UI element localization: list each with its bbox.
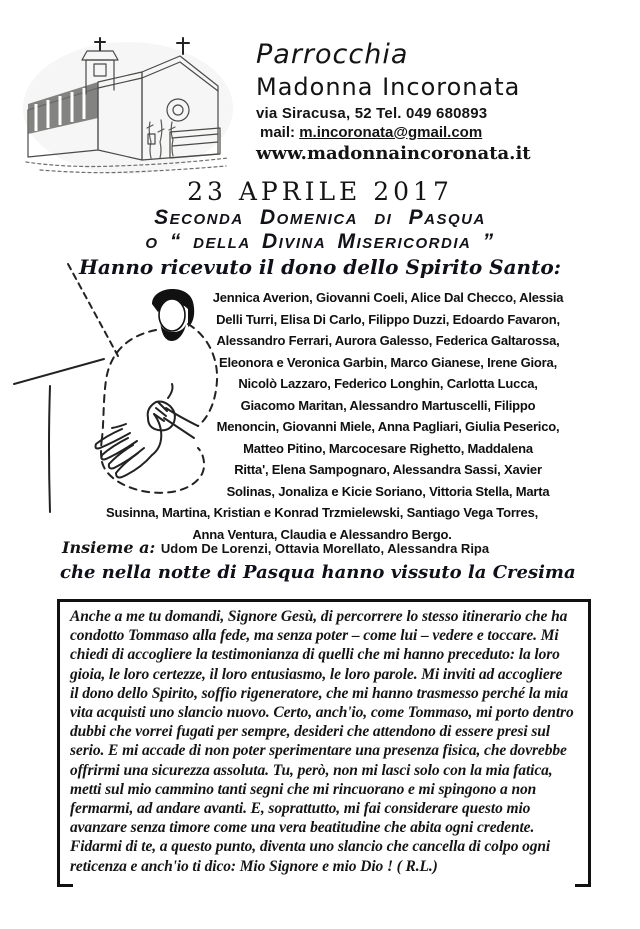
parish-header <box>256 40 566 164</box>
prayer-line: dubbi che vorrei fugati per sempre, desideri che attendono di essere presi sul <box>70 723 550 741</box>
names-line: Solinas, Jonaliza e Kicie Soriano, Vittoria Stella, Marta <box>226 483 550 499</box>
prayer-box <box>57 599 591 884</box>
together-names: Udom De Lorenzi, Ottavia Morellato, Alessandra Ripa <box>160 541 490 556</box>
prayer-line: avanzare senza timore come una vera beatitudine che abita ogni credente. <box>70 819 535 837</box>
event-title-line1: Seconda Domenica di Pasqua <box>154 206 486 229</box>
names-line: Menoncin, Giovanni Miele, Anna Pagliari, Giulia Peserico, <box>216 419 560 434</box>
prayer-line: Anche a me tu domandi, Signore Gesù, di percorrere lo stesso itinerario che ha <box>70 608 568 625</box>
together-with-line <box>62 538 602 557</box>
confirmed-names-list <box>58 287 586 545</box>
names-line: Susinna, Martina, Kristian e Konrad Trzmielewski, Santiago Vega Torres, <box>105 505 539 520</box>
event-date: 23 APRILE 2017 <box>187 177 453 206</box>
names-line: Eleonora e Veronica Garbin, Marco Gianese, Irene Giora, <box>219 354 557 370</box>
parish-name-line1: Parrocchia <box>256 39 409 70</box>
prayer-line: offrirmi una sicurezza assoluta. Tu, però, non mi lasci solo con la mia fatica, <box>70 761 553 779</box>
prayer-line: condotto Tommaso alla fede, ma senza poter – come lui – vedere e toccare. Mi <box>70 627 559 645</box>
prayer-line: gioia, le loro certezze, il loro entusiasmo, le loro parole. Mi inviti ad accogliere <box>70 665 563 683</box>
names-line: Jennica Averion, Giovanni Coeli, Alice Dal Checco, Alessia <box>212 290 564 305</box>
names-line: Ritta', Elena Sampognaro, Alessandra Sassi, Xavier <box>234 462 542 477</box>
parish-mail-line <box>256 125 566 142</box>
parish-name-line2: Madonna Incoronata <box>256 73 521 102</box>
prayer-line: serio. E mi accade di non poter sperimentare una presenza fisica, che dovrebbe <box>70 742 567 760</box>
together-label: Insieme a: <box>62 538 161 557</box>
names-line: Matteo Pitino, Marcocesare Righetto, Maddalena <box>243 440 533 456</box>
confirmation-intro: Hanno ricevuto il dono dello Spirito Santo: <box>78 255 562 279</box>
box-bottom-left-corner <box>57 884 73 887</box>
parish-address: via Siracusa, 52 Tel. 049 680893 <box>256 105 488 123</box>
parish-website[interactable]: www.madonnaincoronata.it <box>256 142 531 164</box>
prayer-line: chiedi di accogliere la testimonianza di quelli che mi hanno preceduto: la loro <box>70 646 560 664</box>
church-sketch-drawing <box>20 30 236 178</box>
prayer-line: Fidarmi di te, a questo punto, diventa uno slancio che cancella di colpo ogni <box>70 838 551 856</box>
cresima-footer: che nella notte di Pasqua hanno vissuto la Cresima <box>60 562 576 583</box>
parish-email-link[interactable]: m.incoronata@gmail.com <box>299 123 483 141</box>
mail-label: mail: <box>260 123 300 141</box>
prayer-line: vita acquisti uno slancio nuovo. Certo, anch'io, come Tommaso, mi porto dentro <box>70 704 574 722</box>
names-line: Delli Turri, Elisa Di Carlo, Filippo Duzzi, Edoardo Favaron, <box>216 311 560 327</box>
prayer-line: il dono dello Spirito, soffio rigeneratore, che mi hanno trasmesso perché la mia <box>70 684 569 702</box>
box-bottom-right-corner <box>575 884 591 887</box>
names-line: Anna Ventura, Claudia e Alessandro Bergo. <box>192 526 452 542</box>
prayer-line: fermarmi, ad andare avanti. E, soprattutto, mi fai considerare questo mio <box>70 800 531 818</box>
prayer-line: reticenza e anch'io ti dico: Mio Signore e mio Dio ! ( R.L.) <box>70 857 438 875</box>
names-line: Alessandro Ferrari, Aurora Galesso, Federica Galtarossa, <box>216 333 560 348</box>
names-line: Giacomo Maritan, Alessandro Martuscelli, Filippo <box>240 397 536 413</box>
event-title-line2: o “ della Divina Misericordia ” <box>145 230 495 253</box>
church-sketch-image <box>20 30 236 178</box>
prayer-line: metti sul mio cammino tanti segni che mi rincuorano e mi spingono a non <box>70 780 537 798</box>
names-line: Nicolò Lazzaro, Federico Longhin, Carlotta Lucca, <box>238 376 538 391</box>
